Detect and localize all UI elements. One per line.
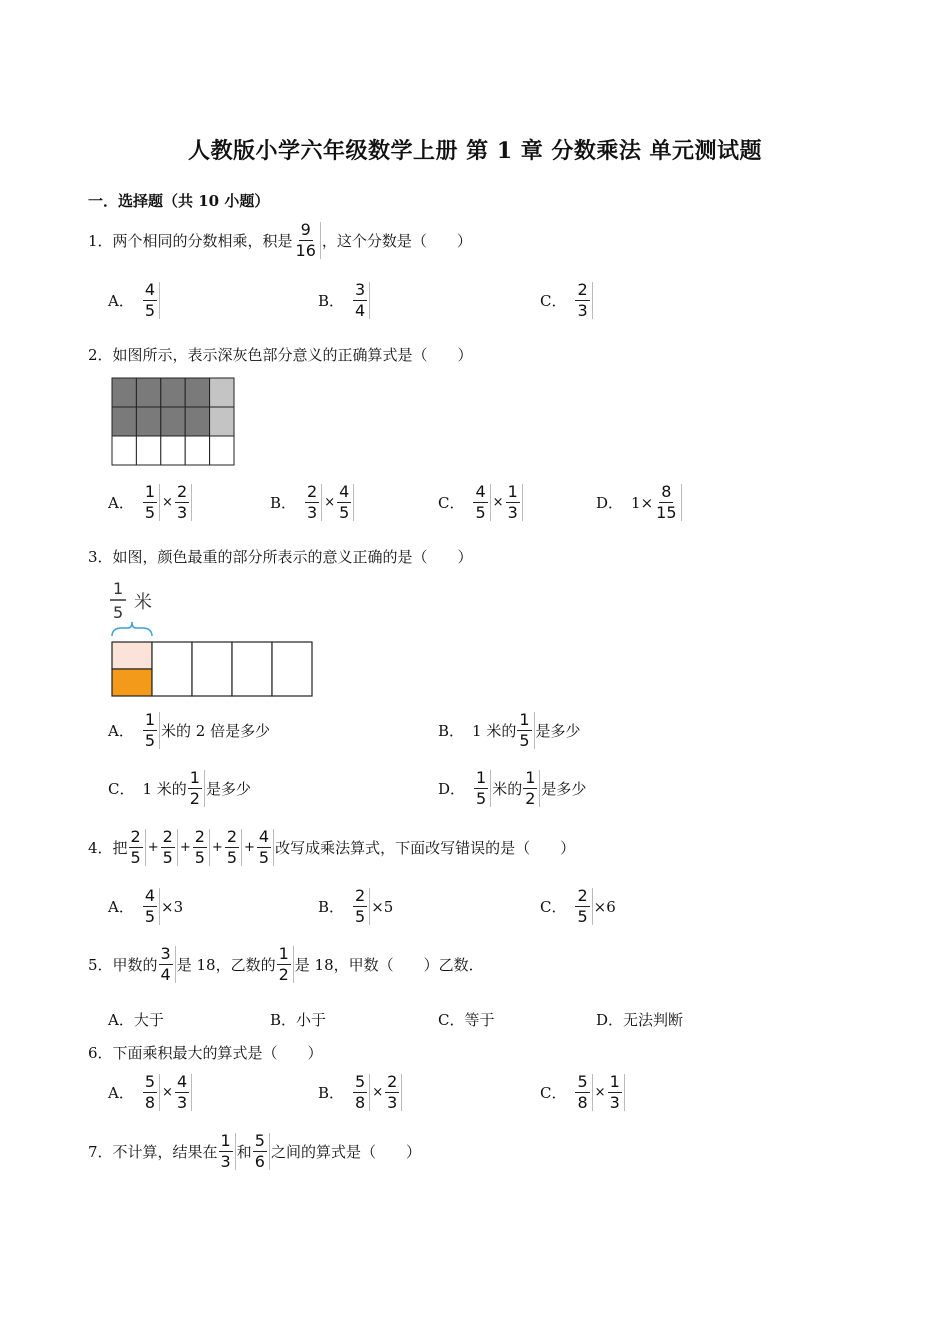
q3-option-a[interactable]: A． $\frac{1}{5}$ 米的 2 倍是多少: [108, 710, 271, 750]
q3-option-d[interactable]: D． $\frac{1}{5}$ 米的 $\frac{1}{2}$ 是多少: [438, 768, 587, 808]
question-1: [88, 222, 472, 259]
q4-option-a[interactable]: A． $\frac{4}{5}$ ×3: [108, 886, 184, 926]
q4-option-b[interactable]: B． $\frac{2}{5}$ ×5: [318, 886, 394, 926]
q6-option-a[interactable]: A． $\frac{5}{8}$ × $\frac{4}{3}$: [108, 1074, 193, 1111]
q6-option-c[interactable]: C． $\frac{5}{8}$ × $\frac{1}{3}$: [540, 1074, 626, 1111]
q1-option-a[interactable]: A． $\frac{4}{5}$: [108, 282, 161, 319]
q2-option-c[interactable]: C． $\frac{4}{5}$ × $\frac{1}{3}$: [438, 484, 524, 521]
q6-option-b[interactable]: B． $\frac{5}{8}$ × $\frac{2}{3}$: [318, 1074, 403, 1111]
q3-option-c[interactable]: C． 1 米的 $\frac{1}{2}$ 是多少: [108, 768, 251, 808]
q5-option-c[interactable]: C．等于: [438, 1011, 495, 1029]
q2-option-a[interactable]: A． $\frac{1}{5}$ × $\frac{2}{3}$: [108, 484, 193, 521]
q1-option-b[interactable]: B． $\frac{3}{4}$: [318, 282, 371, 319]
question-6: 6．下面乘积最大的算式是（ ）: [88, 1044, 323, 1062]
q1-prefix: 1．两个相同的分数相乘，积是: [88, 232, 293, 250]
q2-option-d[interactable]: D． 1× $\frac{8}{15}$: [596, 484, 683, 521]
q1-fraction: $\frac{9}{16}$: [294, 222, 321, 259]
q5-option-a[interactable]: A．大于: [108, 1011, 164, 1029]
q2-grid-figure: [110, 376, 236, 468]
svg-text:5: 5: [113, 603, 124, 622]
q4-option-c[interactable]: C． $\frac{2}{5}$ ×6: [540, 886, 616, 926]
q1-suffix: ，这个分数是（ ）: [321, 232, 472, 250]
q5-option-b[interactable]: B．小于: [270, 1011, 327, 1029]
svg-text:米: 米: [134, 592, 152, 613]
question-7: 7．不计算，结果在 $\frac{1}{3}$ 和 $\frac{5}{6}$ 之间的算式是（ ）: [88, 1131, 421, 1171]
question-4: 4．把 $\frac{2}{5}$ + $\frac{2}{5}$ + $\frac{2}{5}$ + $\frac{2}{5}$ + $\frac{4}{5}$ 改写成乘法算式，下面改写错误的是（ ）: [88, 827, 576, 867]
page-title: 人教版小学六年级数学上册 第 1 章 分数乘法 单元测试题: [187, 138, 763, 164]
question-5: 5．甲数的 $\frac{3}{4}$ 是 18，乙数的 $\frac{1}{2}$ 是 18，甲数（ ）乙数．: [88, 944, 484, 984]
q2-option-b[interactable]: B． $\frac{2}{3}$ × $\frac{4}{5}$: [270, 484, 355, 521]
q1-option-c[interactable]: C． $\frac{2}{3}$: [540, 282, 594, 319]
question-3: 3．如图，颜色最重的部分所表示的意义正确的是（ ）: [88, 548, 473, 566]
q5-option-d[interactable]: D．无法判断: [596, 1011, 684, 1029]
svg-text:1: 1: [113, 579, 124, 598]
section-heading: 一．选择题（共 10 小题）: [88, 192, 270, 210]
question-2: 2．如图所示，表示深灰色部分意义的正确算式是（ ）: [88, 346, 473, 364]
q3-option-b[interactable]: B． 1 米的 $\frac{1}{5}$ 是多少: [438, 710, 581, 750]
q3-bar-figure: [104, 576, 316, 700]
